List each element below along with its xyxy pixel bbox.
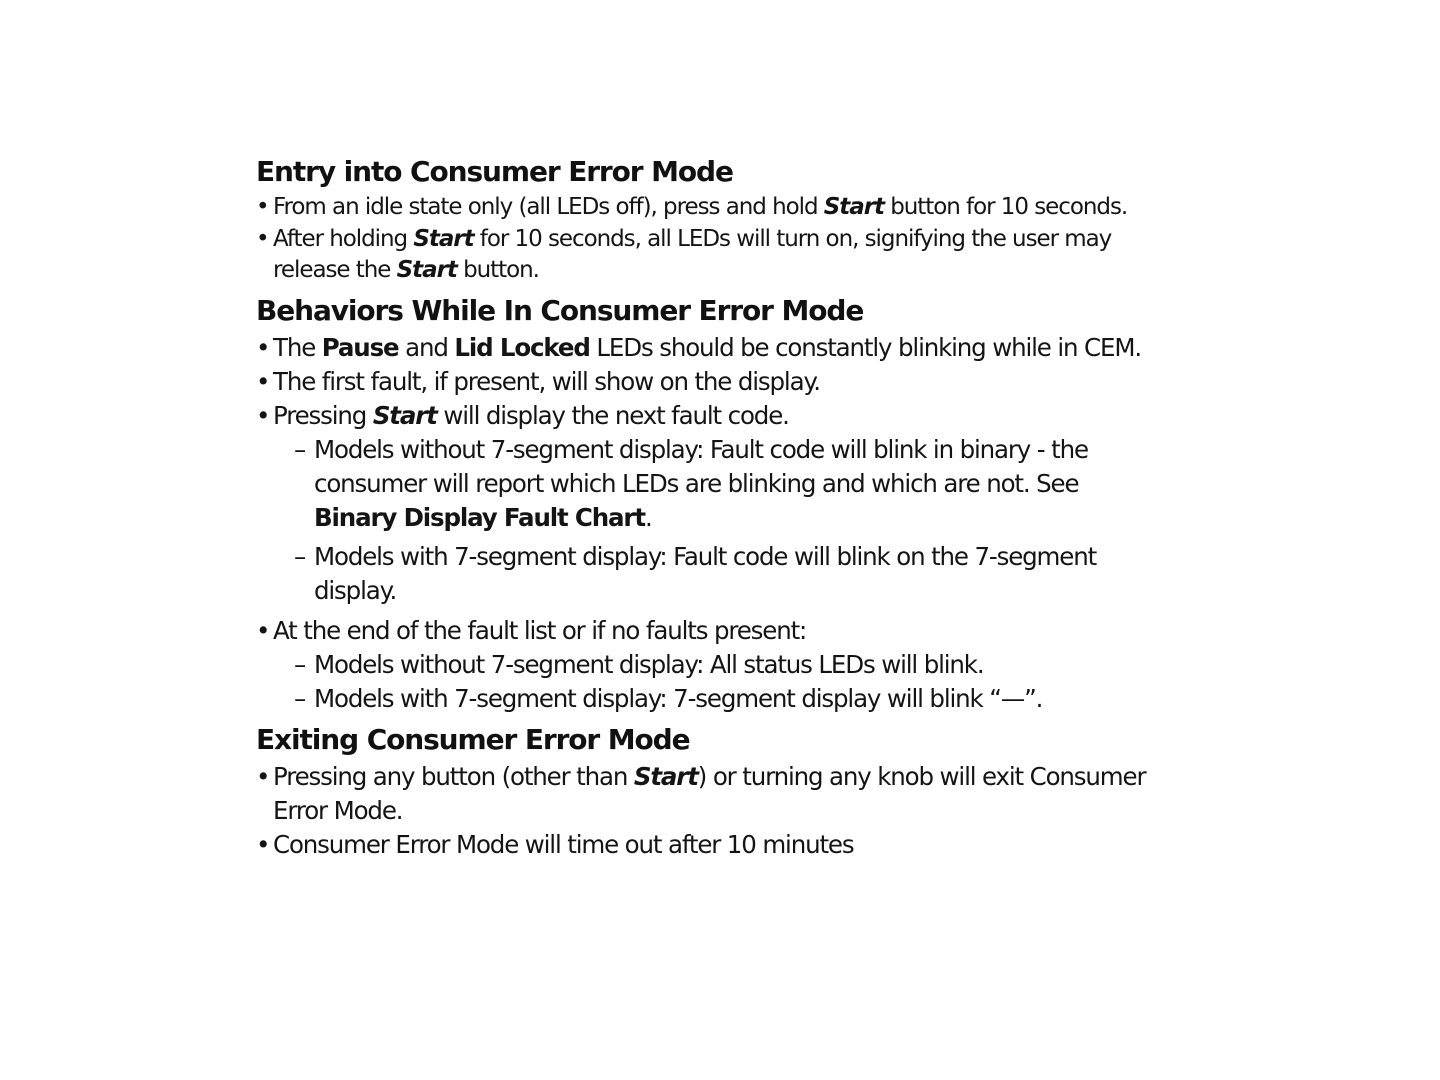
section-heading-entry: Entry into Consumer Error Mode [256, 155, 733, 188]
list-item: • Pressing any button (other than Start) or turning any knob will exit Consumer Error Mode. [256, 760, 1156, 828]
binary-display-fault-chart-reference: Binary Display Fault Chart [314, 502, 645, 532]
document-page [256, 152, 1156, 862]
list-item: • At the end of the fault list or if no faults present: – Models without 7-segment display: All status LEDs will blink. – Models with 7-segment display: 7-segment display will blink “—”. [256, 614, 1156, 716]
start-button-term: Start [823, 194, 884, 220]
start-button-term: Start [396, 257, 457, 283]
sub-list-item: – Models with 7-segment display: Fault code will blink on the 7-segment display. [294, 540, 1156, 608]
entry-bullet-list [256, 192, 1156, 287]
fault-code-sublist [273, 433, 1156, 608]
sub-list-item: – Models without 7-segment display: All status LEDs will blink. [294, 648, 1156, 682]
lid-locked-led-term: Lid Locked [454, 332, 590, 362]
start-button-term: Start [372, 400, 437, 430]
pause-led-term: Pause [321, 332, 399, 362]
list-item: • The Pause and Lid Locked LEDs should be constantly blinking while in CEM. [256, 331, 1156, 365]
list-item: • After holding Start for 10 seconds, all LEDs will turn on, signifying the user may release the Start button. [256, 224, 1156, 287]
sub-list-item: – Models with 7-segment display: 7-segment display will blink “—”. [294, 682, 1156, 716]
list-item: • Consumer Error Mode will time out after 10 minutes [256, 828, 1156, 862]
exiting-bullet-list [256, 760, 1156, 862]
list-item: • Pressing Start will display the next fault code. – Models without 7-segment display: Fault code will blink in binary - the consumer will report which LEDs are blinking and which are not. See Binary Display Fault Chart. – Models with 7-segment display: Fault code will blink on the 7-segment display. [256, 399, 1156, 608]
section-heading-exiting: Exiting Consumer Error Mode [256, 722, 690, 756]
behaviors-bullet-list [256, 331, 1156, 716]
list-item: • The first fault, if present, will show on the display. [256, 365, 1156, 399]
start-button-term: Start [633, 761, 698, 791]
sub-list-item: – Models without 7-segment display: Fault code will blink in binary - the consumer will report which LEDs are blinking and which are not. See Binary Display Fault Chart. [294, 433, 1156, 535]
end-of-list-sublist [273, 648, 1156, 716]
start-button-term: Start [413, 225, 474, 252]
section-heading-behaviors: Behaviors While In Consumer Error Mode [256, 293, 864, 327]
list-item: • From an idle state only (all LEDs off), press and hold Start button for 10 seconds. [256, 192, 1156, 224]
